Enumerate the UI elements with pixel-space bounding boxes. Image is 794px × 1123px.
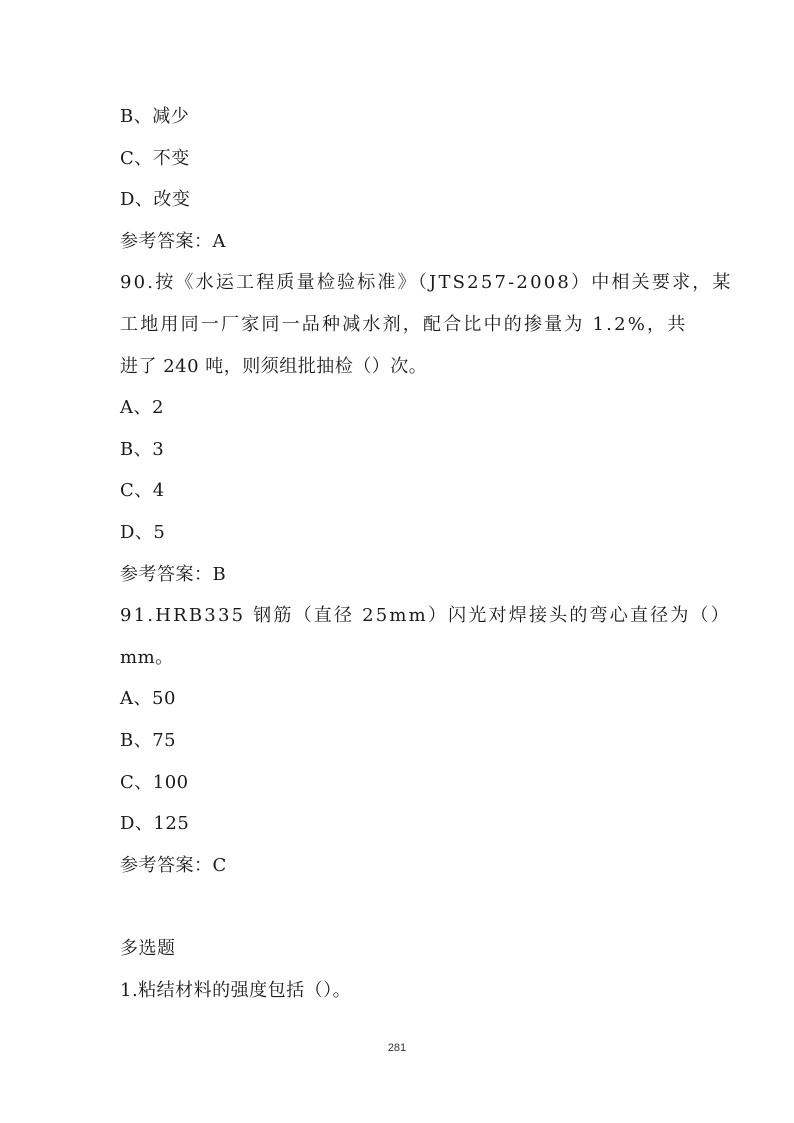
option-d-q91: D、125 bbox=[120, 813, 190, 834]
option-d-q89: D、改变 bbox=[120, 189, 191, 210]
option-c-q91: C、100 bbox=[120, 772, 189, 793]
option-b-q91: B、75 bbox=[120, 730, 177, 751]
option-b-q90: B、3 bbox=[120, 439, 165, 460]
option-b-q89: B、减少 bbox=[120, 106, 190, 127]
option-c-q90: C、4 bbox=[120, 480, 165, 501]
question-90-line-1: 90.按《水运工程质量检验标准》（JTS257-2008）中相关要求，某 bbox=[120, 272, 733, 293]
answer-q89: 参考答案：A bbox=[120, 231, 226, 252]
question-1-line-1: 1.粘结材料的强度包括（）。 bbox=[120, 980, 352, 1001]
option-a-q91: A、50 bbox=[120, 688, 176, 709]
question-90-line-2: 工地用同一厂家同一品种减水剂，配合比中的掺量为 1.2%，共 bbox=[120, 314, 688, 335]
option-c-q89: C、不变 bbox=[120, 148, 190, 169]
question-91-line-1: 91.HRB335 钢筋（直径 25mm）闪光对焊接头的弯心直径为（） bbox=[120, 605, 731, 626]
answer-q90: 参考答案：B bbox=[120, 564, 227, 585]
question-91-line-2: mm。 bbox=[120, 647, 174, 668]
question-90-line-3: 进了 240 吨，则须组批抽检（）次。 bbox=[120, 356, 428, 377]
section-heading-multiple-choice: 多选题 bbox=[120, 938, 176, 959]
answer-q91: 参考答案：C bbox=[120, 855, 227, 876]
option-d-q90: D、5 bbox=[120, 522, 166, 543]
option-a-q90: A、2 bbox=[120, 397, 164, 418]
page-number: 281 bbox=[387, 1042, 407, 1054]
